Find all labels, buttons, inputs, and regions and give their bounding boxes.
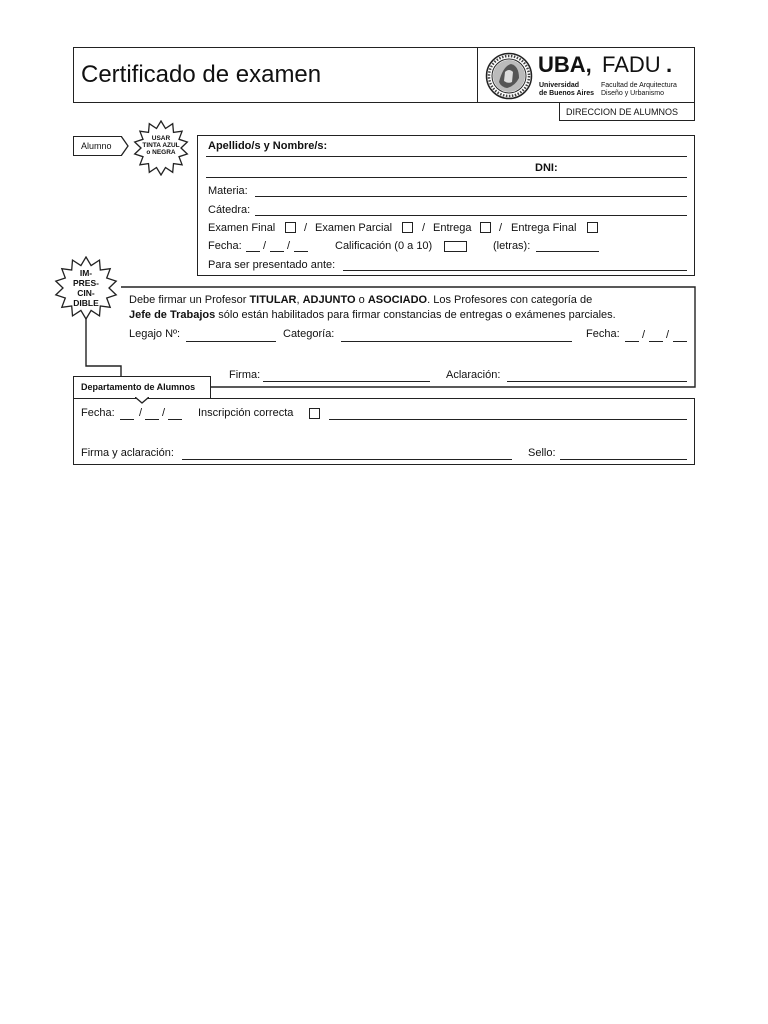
separator: / (287, 240, 291, 252)
direccion-label: DIRECCION DE ALUMNOS (566, 107, 679, 117)
entrega-label: Entrega (433, 222, 472, 234)
imprescindible-line-1: IM- (79, 268, 93, 278)
separator: / (162, 407, 166, 419)
note-text: . Los Profesores con categoría de (427, 294, 593, 306)
legajo-label: Legajo Nº: (129, 328, 181, 340)
ink-burst-line-1: USAR (151, 135, 171, 142)
aclaracion-label: Aclaración: (446, 369, 501, 381)
note-text: , (296, 294, 303, 306)
firma-aclaracion-field[interactable] (182, 459, 512, 460)
imprescindible-line-4: DIBLE (73, 298, 99, 308)
note-titular: TITULAR (249, 294, 297, 306)
separator: / (422, 222, 426, 234)
catedra-label: Cátedra: (208, 204, 251, 216)
depto-fecha-year[interactable] (168, 419, 182, 420)
fac-line-2: Diseño y Urbanismo (601, 90, 665, 97)
separator: / (499, 222, 503, 234)
depto-fecha-label: Fecha: (81, 407, 115, 419)
inscripcion-label: Inscripción correcta (198, 407, 294, 419)
profesor-note-line-1 (129, 295, 592, 306)
fecha-label: Fecha: (208, 240, 242, 252)
sello-field[interactable] (560, 459, 687, 460)
tag-down-arrow-icon (135, 397, 149, 404)
profesor-note-line-2 (129, 310, 616, 321)
categoria-field[interactable] (341, 341, 572, 342)
separator: / (139, 407, 143, 419)
separator: / (263, 240, 267, 252)
note-adjunto: ADJUNTO (302, 294, 356, 306)
ink-burst-line-3: o NEGRA (146, 149, 176, 156)
letras-label: (letras): (493, 240, 531, 252)
firma-aclaracion-label: Firma y aclaración: (81, 447, 174, 459)
note-text: o (355, 294, 368, 306)
profesor-fecha-label: Fecha: (586, 328, 620, 340)
note-asociado: ASOCIADO (367, 294, 428, 306)
categoria-label: Categoría: (283, 328, 335, 340)
profesor-fecha-year[interactable] (673, 341, 687, 342)
examen-final-label: Examen Final (208, 222, 276, 234)
univ-line-2: de Buenos Aires (539, 90, 594, 97)
dni-label: DNI: (535, 162, 558, 174)
profesor-fecha-day[interactable] (625, 341, 639, 342)
note-text: Debe firmar un Profesor (129, 294, 250, 306)
materia-label: Materia: (208, 185, 248, 197)
examen-parcial-label: Examen Parcial (315, 222, 393, 234)
inscripcion-field[interactable] (329, 419, 687, 420)
brand-uba: UBA, (538, 52, 592, 77)
sello-label: Sello: (528, 447, 556, 459)
aclaracion-field[interactable] (507, 381, 687, 382)
apellido-label: Apellido/s y Nombre/s: (208, 140, 328, 152)
depto-fecha-month[interactable] (145, 419, 159, 420)
departamento-tag: Departamento de Alumnos (81, 382, 196, 392)
calificacion-label: Calificación (0 a 10) (335, 240, 433, 252)
brand-fadu: FADU (602, 52, 661, 77)
note-text: sólo están habilitados para firmar constancias de entregas o exámenes parciales. (215, 309, 616, 321)
note-jefe: Jefe de Trabajos (129, 309, 216, 321)
presentado-label: Para ser presentado ante: (208, 259, 336, 271)
separator: / (666, 329, 670, 341)
ink-burst-line-2: TINTA AZUL (142, 142, 180, 149)
separator: / (642, 329, 646, 341)
fac-line-1: Facultad de Arquitectura (601, 82, 677, 89)
profesor-fecha-month[interactable] (649, 341, 663, 342)
imprescindible-line-3: CIN- (77, 288, 95, 298)
entrega-final-label: Entrega Final (511, 222, 577, 234)
separator: / (304, 222, 308, 234)
inscripcion-checkbox[interactable] (309, 408, 320, 419)
brand-dot: . (666, 52, 673, 77)
profesor-frame (0, 0, 768, 400)
depto-fecha-day[interactable] (120, 419, 134, 420)
univ-line-1: Universidad (539, 82, 580, 89)
legajo-field[interactable] (186, 341, 276, 342)
firma-label: Firma: (229, 369, 261, 381)
alumno-tag: Alumno (81, 141, 112, 151)
page-title: Certificado de examen (81, 61, 322, 88)
firma-field[interactable] (263, 381, 430, 382)
imprescindible-line-2: PRES- (73, 278, 99, 288)
